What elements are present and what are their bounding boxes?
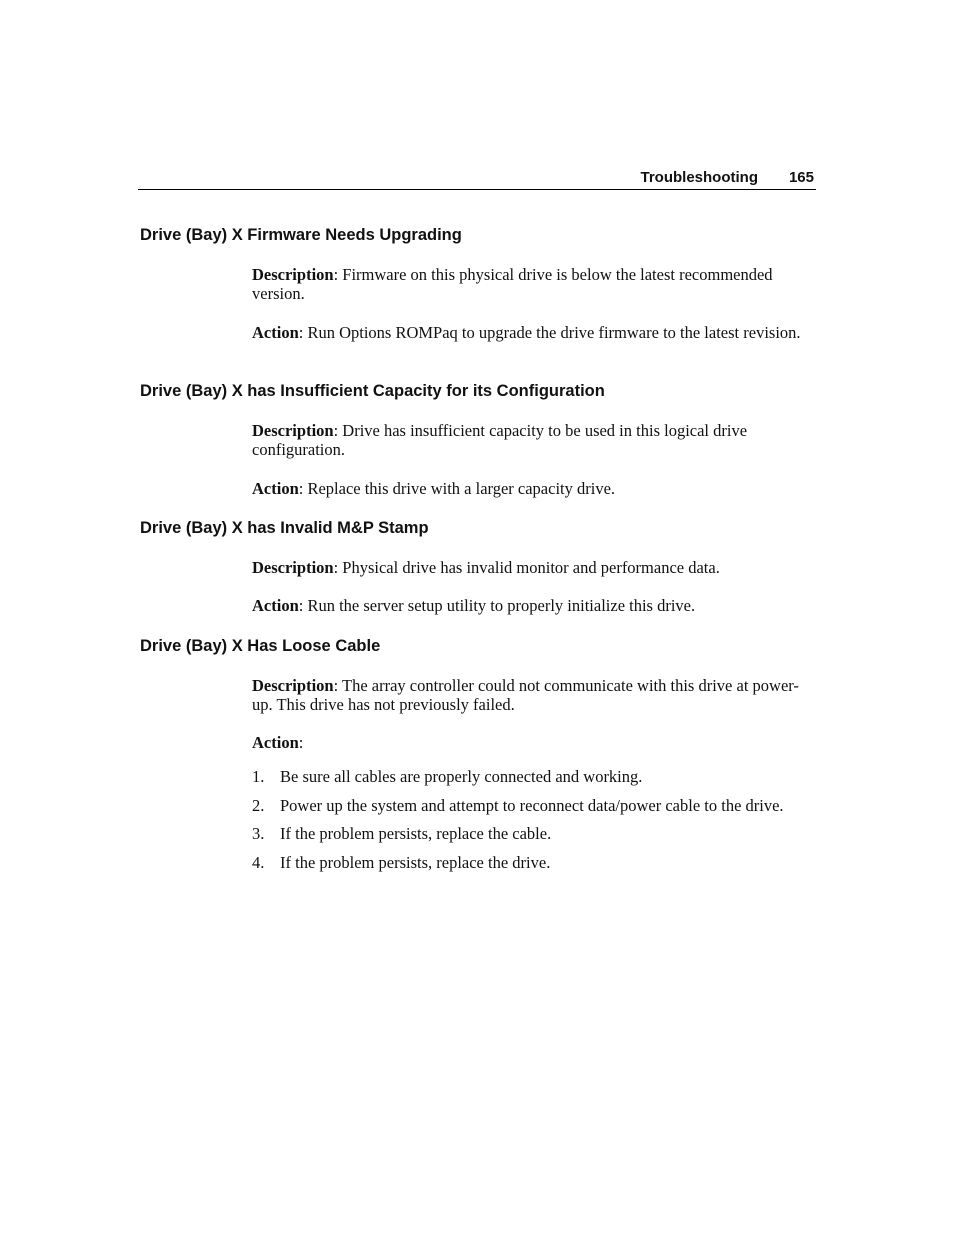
running-header-title: Troubleshooting: [640, 169, 758, 186]
section-heading-mp-stamp: Drive (Bay) X has Invalid M&P Stamp: [140, 519, 429, 537]
step-number: 2.: [252, 795, 265, 815]
step-text: If the problem persists, replace the drive.: [280, 852, 551, 872]
list-item: [252, 796, 822, 815]
list-item: [252, 767, 822, 786]
action-text: : Run Options ROMPaq to upgrade the drive firmware to the latest revision.: [298, 323, 801, 342]
description-label: Description: [252, 676, 334, 695]
step-number: 3.: [252, 824, 265, 843]
section-heading-loose-cable: Drive (Bay) X Has Loose Cable: [140, 637, 381, 655]
section-heading-capacity: Drive (Bay) X has Insufficient Capacity for its Configuration: [140, 382, 605, 400]
section-heading-firmware: Drive (Bay) X Firmware Needs Upgrading: [140, 226, 462, 244]
step-number: 4.: [252, 852, 265, 872]
action-label: Action: [252, 323, 299, 342]
section-3-description: [252, 558, 812, 577]
description-label: Description: [252, 558, 334, 577]
page-number: 165: [788, 169, 814, 186]
step-text: If the problem persists, replace the cable.: [280, 824, 552, 843]
action-text: : Replace this drive with a larger capacity drive.: [298, 479, 616, 498]
step-text: Be sure all cables are properly connected and working.: [280, 767, 643, 786]
description-text: : Physical drive has invalid monitor and performance data.: [333, 558, 720, 577]
step-text: Power up the system and attempt to reconnect data/power cable to the drive.: [280, 795, 784, 815]
description-text: : Firmware on this physical drive is below the latest recommended version.: [252, 265, 773, 303]
action-text: : Run the server setup utility to properly initialize this drive.: [298, 596, 696, 615]
list-item: [252, 853, 822, 872]
section-1-description: [252, 265, 812, 303]
section-2-action: [252, 479, 812, 498]
description-text: : Drive has insufficient capacity to be used in this logical drive configuration.: [252, 421, 748, 459]
section-3-action: [252, 596, 812, 615]
running-header: [138, 168, 816, 190]
section-4-action: [252, 733, 812, 752]
list-item: [252, 824, 822, 843]
section-2-description: [252, 421, 812, 459]
action-label: Action: [252, 733, 299, 752]
action-steps-list: [252, 767, 822, 881]
step-number: 1.: [252, 767, 265, 786]
description-label: Description: [252, 421, 334, 440]
section-4-description: [252, 676, 812, 714]
section-1-action: [252, 323, 812, 342]
action-label: Action: [252, 596, 299, 615]
description-text: : The array controller could not communicate with this drive at power-up. This drive has not previously failed.: [252, 676, 799, 714]
action-text: :: [298, 733, 304, 752]
action-label: Action: [252, 479, 299, 498]
description-label: Description: [252, 265, 334, 284]
